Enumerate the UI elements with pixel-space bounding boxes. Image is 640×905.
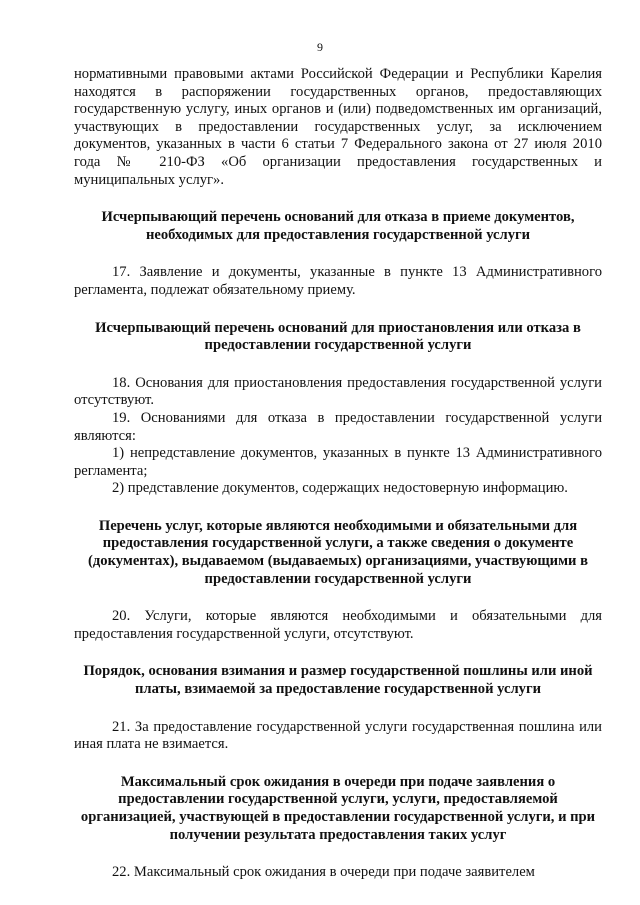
paragraph-20: 20. Услуги, которые являются необходимыми и обязательными для предоставления государственной услуги, отсутствуют. bbox=[74, 608, 602, 642]
page-number: 9 bbox=[317, 40, 323, 54]
paragraph-18: 18. Основания для приостановления предоставления государственной услуги отсутствуют. bbox=[74, 374, 602, 409]
paragraph-22: 22. Максимальный срок ожидания в очереди при подаче заявителем bbox=[112, 864, 535, 881]
intro-paragraph: нормативными правовыми актами Российской Федерации и Республики Карелия находятся в распоряжении государственных органов, предоставляющих государственную услугу, иных органов и (или) подведомственных им организаций, участвующих в предоставлении государственных услуг, за исключением документов, указанных в части 6 статьи 7 Федерального закона от 27 июля 2010 года № 210-ФЗ «Об организации предоставления государственных и муниципальных услуг». bbox=[74, 66, 602, 188]
section-heading-queue-time: Максимальный срок ожидания в очереди при подаче заявления о предоставлении государственной услуги, услуги, предоставляемой организацией, участвующей в предоставлении государственной услуги, и при получении результата предоставления таких услуг bbox=[80, 773, 596, 843]
section-heading-refusal-acceptance: Исчерпывающий перечень оснований для отказа в приеме документов, необходимых для предоставления государственной услуги bbox=[101, 209, 575, 243]
paragraph-17: 17. Заявление и документы, указанные в пункте 13 Административного регламента, подлежат обязательному приему. bbox=[74, 264, 602, 298]
section-heading-suspension-refusal: Исчерпывающий перечень оснований для приостановления или отказа в предоставлении государственной услуги bbox=[95, 319, 581, 354]
paragraph-19-item-2: 2) представление документов, содержащих недостоверную информацию. bbox=[112, 480, 568, 497]
section-heading-state-fee: Порядок, основания взимания и размер государственной пошлины или иной платы, взимаемой за предоставление государственной услуги bbox=[83, 663, 593, 698]
paragraph-19: 19. Основаниями для отказа в предоставлении государственной услуги являются: bbox=[74, 409, 602, 444]
document-body bbox=[74, 66, 602, 882]
paragraph-19-item-1: 1) непредставление документов, указанных в пункте 13 Административного регламента; bbox=[74, 445, 602, 479]
section-heading-necessary-services: Перечень услуг, которые являются необходимыми и обязательными для предоставления государственной услуги, а также сведения о документе (документах), выдаваемом (выдаваемых) организациями, участвующими в предоставлении государственной услуги bbox=[88, 517, 588, 587]
paragraph-21: 21. За предоставление государственной услуги государственная пошлина или иная плата не взимается. bbox=[74, 718, 602, 753]
